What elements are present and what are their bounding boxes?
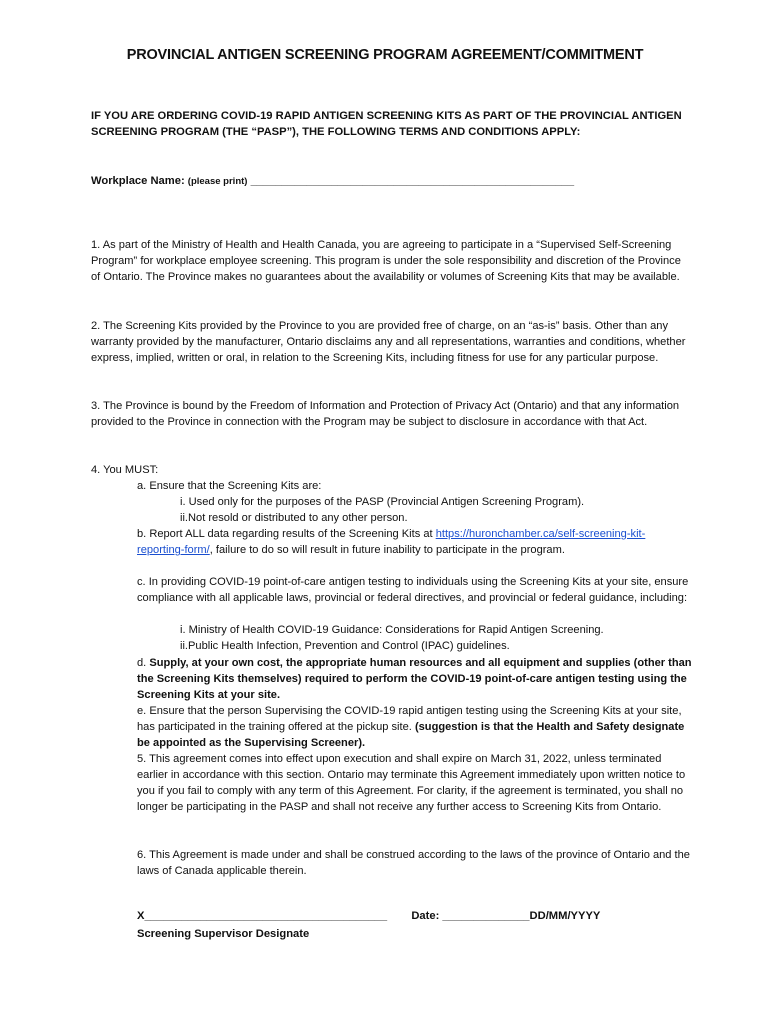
clause-6: 6. This Agreement is made under and shall be construed according to the laws of the province of Ontario and the laws of Canada applicable therein.: [137, 849, 690, 877]
date-field[interactable]: Date: ______________DD/MM/YYYY: [411, 910, 601, 922]
clause-4a: a. Ensure that the Screening Kits are:: [137, 480, 322, 492]
clause-4e-bold: (suggestion is that the Health and Safety designate be appointed as the Supervising Screener).: [137, 721, 685, 749]
signature-label: Screening Supervisor Designate: [137, 928, 310, 940]
clause-4d: [137, 655, 692, 703]
clause-4a-i: i. Used only for the purposes of the PASP (Provincial Antigen Screening Program).: [180, 496, 585, 508]
clause-1: 1. As part of the Ministry of Health and Health Canada, you are agreeing to participate in a “Supervised Self-Screening Program” for workplace employee screening. This program is under the sole responsibility and discretion of the Province of Ontario. The Province makes no guarantees about the availability or volumes of Screening Kits that may be available.: [91, 239, 681, 283]
clause-5: 5. This agreement comes into effect upon execution and shall expire on March 31, 2022, unless terminated earlier in accordance with this section. Ontario may terminate this Agreement immediately upon written notice to you if you fail to comply with any term of this Agreement. For clarity, if the agreement is terminated, you shall no longer be participating in the PASP and shall not receive any further access to Screening Kits from Ontario.: [137, 753, 686, 813]
clause-4c-ii: ii.Public Health Infection, Prevention and Control (IPAC) guidelines.: [180, 640, 510, 652]
clause-4e-text: e. Ensure that the person Supervising the COVID-19 rapid antigen testing using the Screening Kits at your site, has participated in the training offered at the pickup site.: [137, 705, 682, 733]
workplace-name-field[interactable]: [91, 175, 574, 187]
signature-row: [137, 910, 600, 922]
clause-4c: c. In providing COVID-19 point-of-care antigen testing to individuals using the Screening Kits at your site, ensure compliance with all applicable laws, provincial or federal directives, and provincial or federal guidance, including:: [137, 576, 689, 604]
clause-4b-text-end: , failure to do so will result in future inability to participate in the program.: [209, 544, 565, 556]
clause-4d-bold: Supply, at your own cost, the appropriate human resources and all equipment and supplies (other than the Screening Kits themselves) required to perform the COVID-19 point-of-care antigen testing using the Screening Kits at your site.: [137, 657, 692, 701]
clause-4b-text: b. Report ALL data regarding results of the Screening Kits at: [137, 528, 436, 540]
clause-3: 3. The Province is bound by the Freedom of Information and Protection of Privacy Act (Ontario) and that any information provided to the Province in connection with the Program may be subject to disclosure in accordance with that Act.: [91, 400, 680, 428]
workplace-name-line: ____________________________________________________: [250, 175, 575, 187]
clause-4d-prefix: d.: [137, 657, 150, 669]
clause-4e: [137, 703, 692, 751]
clause-4c-i: i. Ministry of Health COVID-19 Guidance: Considerations for Rapid Antigen Screening.: [180, 624, 604, 636]
intro-notice: IF YOU ARE ORDERING COVID-19 RAPID ANTIGEN SCREENING KITS AS PART OF THE PROVINCIAL ANTIGEN SCREENING PROGRAM (THE “PASP”), THE FOLLOWING TERMS AND CONDITIONS APPLY:: [91, 110, 682, 138]
clause-2: 2. The Screening Kits provided by the Province to you are provided free of charge, on an “as-is” basis. Other than any warranty provided by the manufacturer, Ontario disclaims any and all representations, warranties and conditions, whether express, implied, written or oral, in relation to the Screening Kits, including fitness for use for any particular purpose.: [91, 320, 686, 364]
workplace-name-label: Workplace Name:: [91, 175, 185, 187]
please-print-hint: (please print): [187, 176, 248, 187]
document-title: PROVINCIAL ANTIGEN SCREENING PROGRAM AGREEMENT/COMMITMENT: [126, 47, 644, 63]
clause-4a-ii: ii.Not resold or distributed to any other person.: [180, 512, 408, 524]
reporting-form-link[interactable]: https://huronchamber.ca/self-screening-kit-reporting-form/: [137, 528, 646, 556]
clause-4-heading: 4. You MUST:: [91, 464, 159, 476]
clause-4b: [137, 526, 692, 558]
signature-line[interactable]: X_______________________________________: [137, 910, 388, 922]
